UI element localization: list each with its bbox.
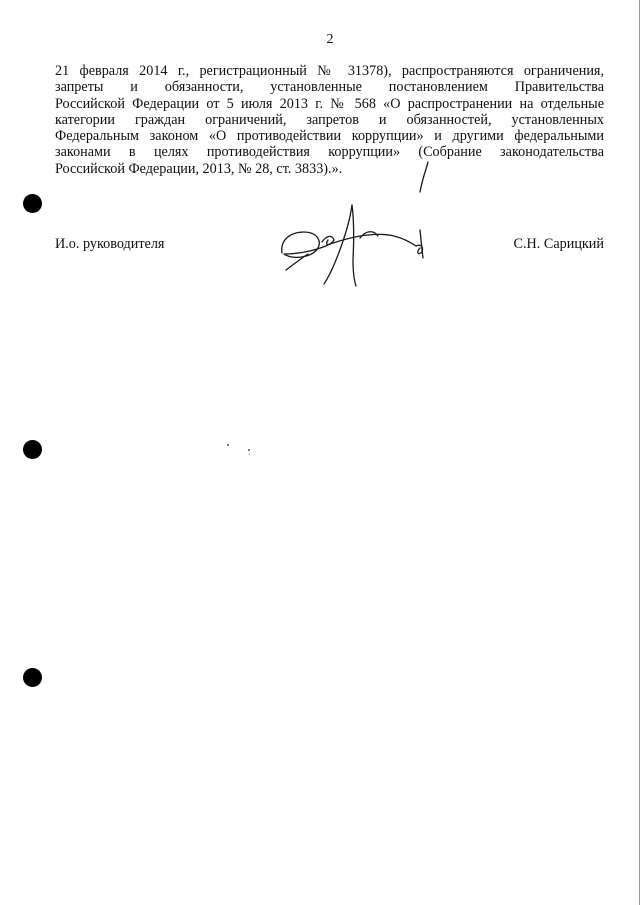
body-line: законами в целях противодействия коррупции» (Собрание законодательства — [55, 144, 604, 161]
punch-hole — [23, 194, 42, 213]
body-line: запреты и обязанности, установленные постановлением Правительства — [55, 79, 604, 96]
page-number: 2 — [326, 32, 334, 47]
signer-name: С.Н. Сарицкий — [513, 236, 604, 252]
scan-speck — [249, 454, 250, 455]
punch-hole — [23, 440, 42, 459]
scan-speck — [248, 449, 250, 451]
scan-speck — [227, 444, 229, 446]
body-line: Российской Федерации от 5 июля 2013 г. № 568 «О распространении на отдельные — [55, 95, 604, 112]
handwritten-signature — [270, 160, 445, 290]
body-line: 21 февраля 2014 г., регистрационный № 31378), распространяются ограничения, — [55, 63, 604, 79]
body-line: Федеральным законом «О противодействии коррупции» и другими федеральными — [55, 128, 604, 145]
body-line: Российской Федерации, 2013, № 28, ст. 3833).». — [55, 160, 343, 177]
punch-hole — [23, 668, 42, 687]
signer-title: И.о. руководителя — [55, 236, 165, 252]
body-line: категории граждан ограничений, запретов и обязанностей, установленных — [55, 111, 604, 128]
